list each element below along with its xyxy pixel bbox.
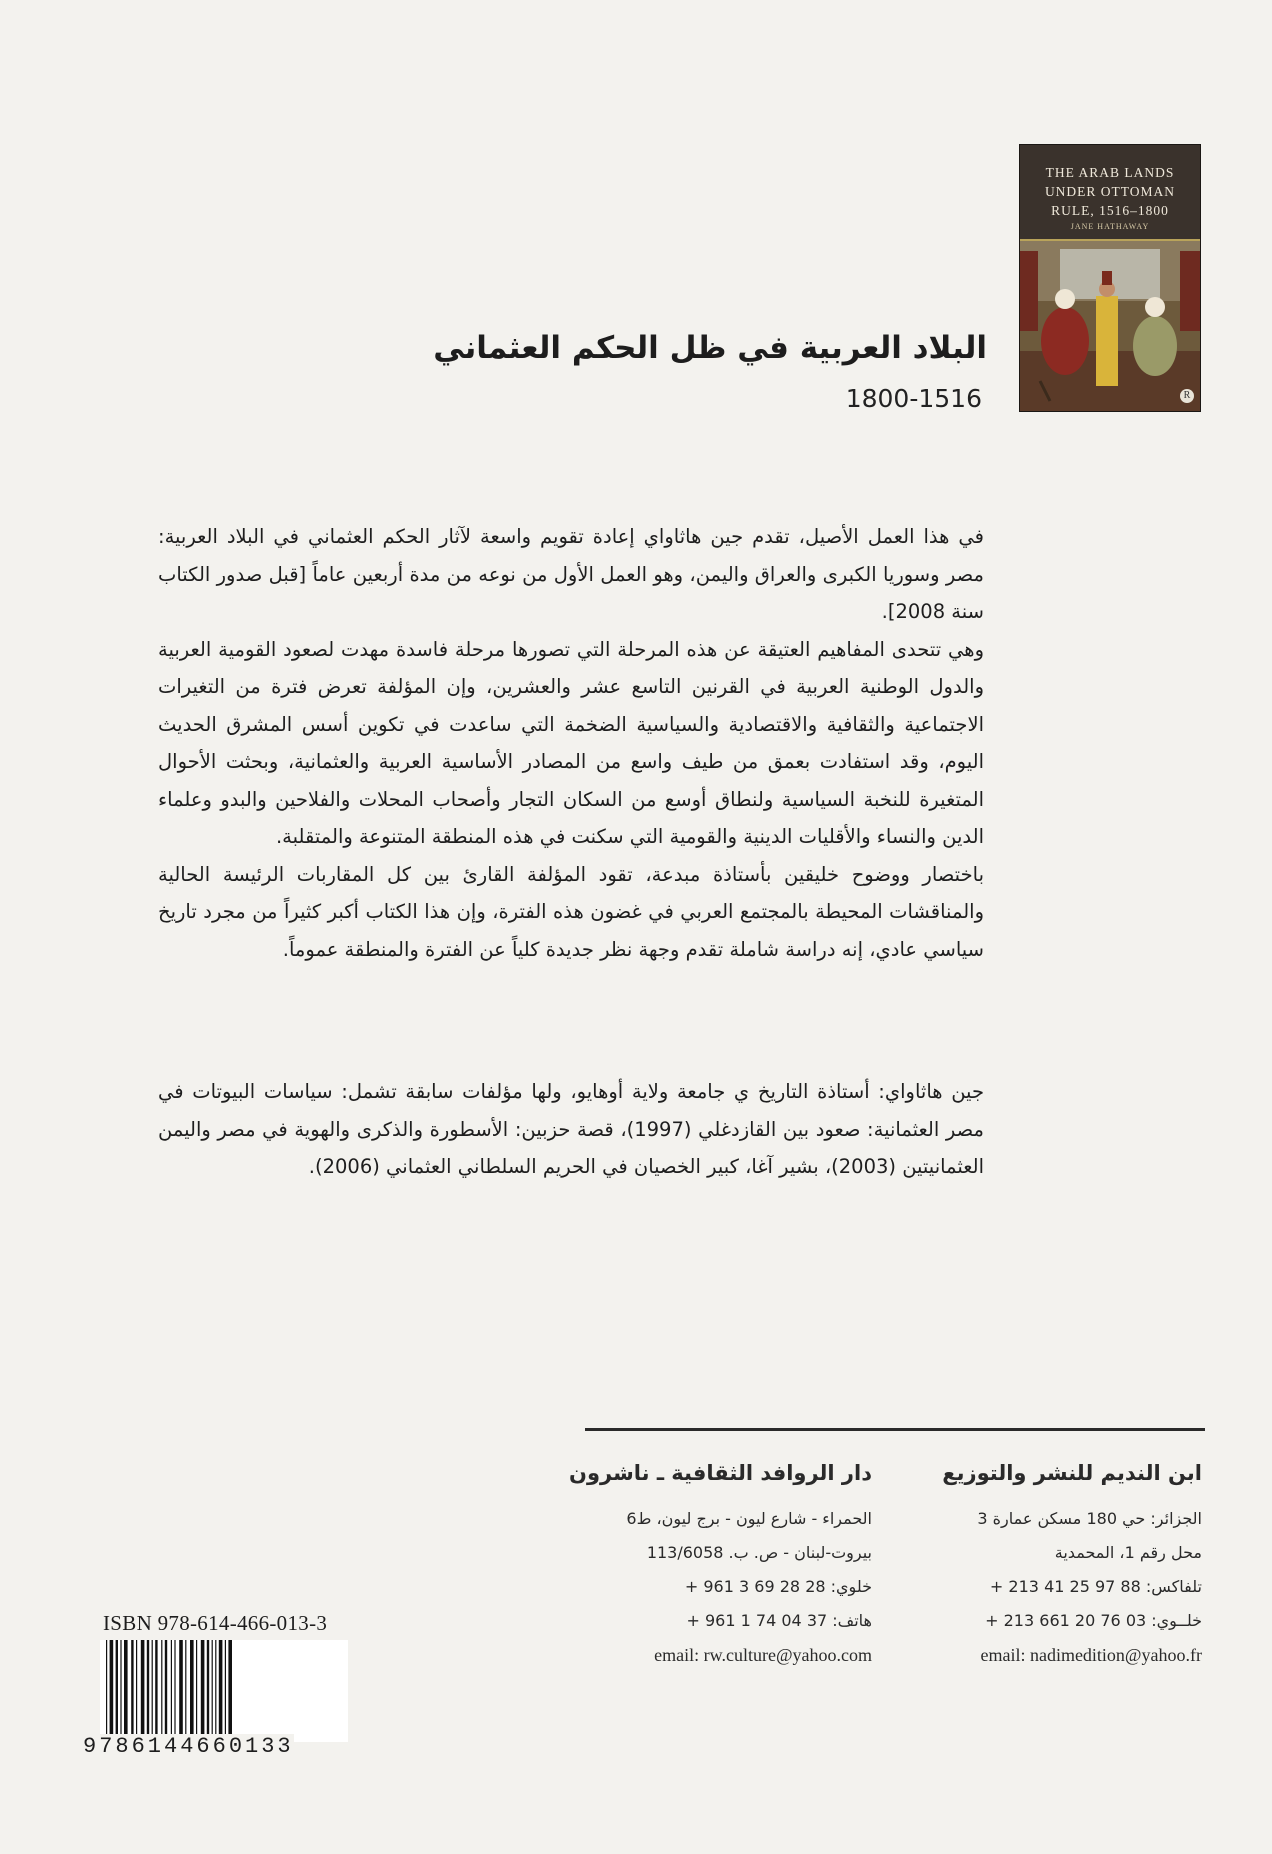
- publisher-email: email: rw.culture@yahoo.com: [654, 1645, 872, 1665]
- publisher-fax: تلفاكس: 88 97 25 41 213 +: [989, 1577, 1202, 1596]
- barcode-bar: [116, 1640, 118, 1742]
- cover-author: JANE HATHAWAY: [1070, 222, 1150, 231]
- barcode-bar: [147, 1640, 149, 1742]
- publisher-mobile: خلــوي: 03 76 20 661 213 +: [985, 1611, 1202, 1630]
- barcode-bar: [185, 1640, 186, 1742]
- barcode-bar: [165, 1640, 167, 1742]
- barcode-bar: [161, 1640, 162, 1742]
- author-bio: [158, 1073, 984, 1186]
- cover-painting: [1020, 241, 1200, 411]
- barcode-bar: [120, 1640, 121, 1742]
- publisher-phone: هاتف: 37 04 74 1 961 +: [686, 1611, 872, 1630]
- description-paragraph: باختصار ووضوح خليقين بأستاذة مبدعة، تقود المؤلفة القارئ بين كل المقاربات الرئيسة الحالية والمناقشات المحيطة بالمجتمع العربي في غضون هذه الفترة، وإن هذا الكتاب أكبر كثيراً من مجرد تاريخ سياسي عادي، إنه دراسة شاملة تقدم وجهة نظر جديدة كلياً عن الفترة والمنطقة عموماً.: [158, 862, 984, 961]
- publisher-name: ابن النديم للنشر والتوزيع: [942, 1461, 1202, 1485]
- description-paragraph: وهي تتحدى المفاهيم العتيقة عن هذه المرحلة التي تصورها مرحلة فاسدة مهدت لصعود القومية العربية والدول الوطنية العربية في القرنين التاسع عشر والعشرين، وإن المؤلفة تعرض فترة من التغيرات الاجتماعية والثقافية والاقتصادية والسياسية الضخمة التي ساعدت في تكوين أسس المشرق الحديث اليوم، وقد استفادت بعمق من طيف واسع من المصادر الأساسية العربية والعثمانية، وبحثت الأحوال المتغيرة للنخبة السياسية ولنطاق أوسع من السكان التجار وأصحاب المحلات والفلاحين والبدو وعلماء الدين والنساء والأقليات الدينية والقومية التي سكنت في هذه المنطقة المتنوعة والمتقلبة.: [158, 637, 984, 848]
- barcode-bar: [171, 1640, 172, 1742]
- publisher-address: الحمراء - شارع ليون - برج ليون، ط6: [626, 1509, 872, 1528]
- barcode-bar: [124, 1640, 128, 1742]
- publisher-mobile: خلوي: 28 28 69 3 961 +: [684, 1577, 872, 1596]
- book-years: 1800-1516: [845, 384, 982, 413]
- barcode-bar: [212, 1640, 213, 1742]
- publisher-address: محل رقم 1، المحمدية: [1054, 1543, 1202, 1562]
- barcode-bar: [225, 1640, 226, 1742]
- barcode-bar: [201, 1640, 205, 1742]
- barcode-bar: [219, 1640, 223, 1742]
- barcode-bar: [196, 1640, 197, 1742]
- publisher-address: بيروت-لبنان - ص. ب. 113/6058: [646, 1543, 872, 1562]
- publisher-name: دار الروافد الثقافية ـ ناشرون: [569, 1461, 872, 1485]
- isbn-label: ISBN 978-614-466-013-3: [103, 1611, 328, 1635]
- book-description: [158, 518, 984, 968]
- barcode-bar: [207, 1640, 209, 1742]
- barcode-bar: [110, 1640, 114, 1742]
- description-paragraph: في هذا العمل الأصيل، تقدم جين هاثاواي إعادة تقويم واسعة لآثار الحكم العثماني في البلاد العربية: مصر وسوريا الكبرى والعراق واليمن، وهو العمل الأول من نوعه من مدة أربعين عاماً [قبل صدور الكتاب سنة 2008].: [158, 525, 984, 623]
- cover-title-area: [1020, 145, 1200, 241]
- cover-thumbnail: [1020, 145, 1200, 411]
- publisher-email: email: nadimedition@yahoo.fr: [980, 1645, 1202, 1665]
- barcode-bar: [179, 1640, 183, 1742]
- barcode-bar: [174, 1640, 175, 1742]
- barcode-bar: [152, 1640, 153, 1742]
- publishers-divider: [585, 1428, 1205, 1431]
- author-bio-text: جين هاثاواي: أستاذة التاريخ ي جامعة ولاية أوهايو، ولها مؤلفات سابقة تشمل: سياسات البيوتات في مصر العثمانية: صعود بين القازدغلي (1997)، قصة حزبين: الأسطورة والذكرى والهوية في مصر واليمن العثمانيتين (2003)، بشير آغا، كبير الخصيان في الحريم السلطاني العثماني (2006).: [158, 1080, 984, 1178]
- barcode-bar: [136, 1640, 137, 1742]
- barcode-bar: [131, 1640, 133, 1742]
- publisher-logo: R: [1180, 389, 1194, 403]
- book-title: البلاد العربية في ظل الحكم العثماني: [433, 330, 987, 366]
- barcode-bar: [228, 1640, 232, 1742]
- barcode-bar: [190, 1640, 194, 1742]
- publisher-nadim: [872, 1458, 1202, 1672]
- publisher-rawafed: [569, 1458, 872, 1672]
- barcode-bar: [215, 1640, 216, 1742]
- barcode: [100, 1640, 348, 1742]
- barcode-digits: 9786144660133: [83, 1734, 294, 1759]
- publisher-address: الجزائر: حي 180 مسكن عمارة 3: [977, 1509, 1202, 1528]
- barcode-bar: [141, 1640, 145, 1742]
- barcode-bar: [106, 1640, 107, 1742]
- barcode-bar: [155, 1640, 157, 1742]
- cover-title: THE ARAB LANDS UNDER OTTOMAN RULE, 1516–1800: [1044, 165, 1176, 218]
